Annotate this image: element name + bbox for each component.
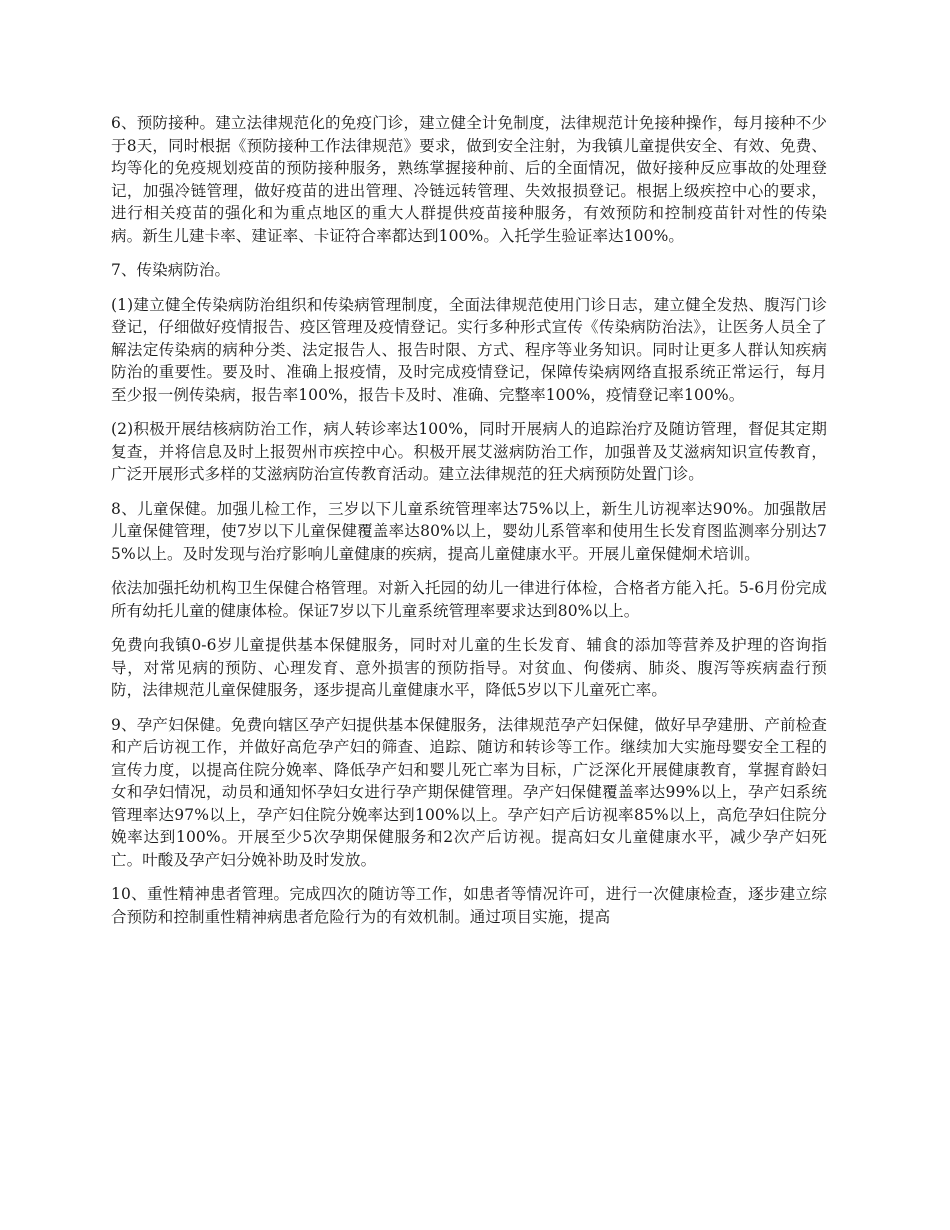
- paragraph-kindergarten-health: 依法加强托幼机构卫生保健合格管理。对新入托园的幼儿一律进行体检，合格者方能入托。5-6月份完成所有幼托儿童的健康体检。保证7岁以下儿童系统管理率要求达到80%以上。: [111, 579, 827, 620]
- paragraph-child-health: 8、儿童保健。加强儿检工作，三岁以下儿童系统管理率达75%以上，新生儿访视率达90%。加强散居儿童保健管理，使7岁以下儿童保健覆盖率达80%以上，婴幼儿系管率和使用生长发育图监测率分别达75%以上。及时发现与治疗影响儿童健康的疾病，提高儿童健康水平。开展儿童保健炯术培训。: [111, 499, 827, 563]
- paragraph-maternal-health: 9、孕产妇保健。免费向辖区孕产妇提供基本保健服务，法律规范孕产妇保健，做好早孕建册、产前检查和产后访视工作，并做好高危孕产妇的筛查、追踪、随访和转诊等工作。继续加大实施母婴安全工程的宣传力度，以提高住院分娩率、降低孕产妇和婴儿死亡率为目标，广泛深化开展健康教育，掌握育龄妇女和孕妇情况，动员和通知怀孕妇女进行孕产期保健管理。孕产妇保健覆盖率达99%以上，孕产妇系统管理率达97%以上，孕产妇住院分娩率达到100%以上。孕产妇产后访视率85%以上，高危孕妇住院分娩率达到100%。开展至少5次孕期保健服务和2次产后访视。提高妇女儿童健康水平，减少孕产妇死亡。叶酸及孕产妇分娩补助及时发放。: [111, 715, 827, 869]
- paragraph-infectious-disease-2: (2)积极开展结核病防治工作，病人转诊率达100%，同时开展病人的追踪治疗及随访管理，督促其定期复查，并将信息及时上报贺州市疾控中心。积极开展艾滋病防治工作，加强普及艾滋病知识宣传教育，广泛开展形式多样的艾滋病防治宣传教育活动。建立法律规范的狂犬病预防处置门诊。: [111, 420, 827, 483]
- paragraph-mental-health: 10、重性精神患者管理。完成四次的随访等工作，如患者等情况许可，进行一次健康检查，逐步建立综合预防和控制重性精神病患者危险行为的有效机制。通过项目实施，提高: [111, 885, 827, 926]
- document-page: [111, 112, 827, 940]
- paragraph-vaccination: 6、预防接种。建立法律规范化的免疫门诊，建立健全计免制度，法律规范计免接种操作，每月接种不少于8天，同时根据《预防接种工作法律规范》要求，做到安全注射，为我镇儿童提供安全、有效、免费、均等化的免疫规划疫苗的预防接种服务，熟练掌握接种前、后的全面情况，做好接种反应事故的处理登记，加强冷链管理，做好疫苗的进出管理、冷链远转管理、失效报损登记。根据上级疾控中心的要求，进行相关疫苗的强化和为重点地区的重大人群提供疫苗接种服务，有效预防和控制疫苗针对性的传染病。新生儿建卡率、建证率、卡证符合率都达到100%。入托学生验证率达100%。: [111, 114, 827, 245]
- paragraph-child-basic-care: 免费向我镇0-6岁儿童提供基本保健服务，同时对儿童的生长发育、辅食的添加等营养及护理的咨询指导，对常见病的预防、心理发育、意外损害的预防指导。对贫血、佝偻病、肺炎、腹泻等疾病盍行预防，法律规范儿童保健服务，逐步提高儿童健康水平，降低5岁以下儿童死亡率。: [111, 636, 827, 699]
- heading-infectious-disease: 7、传染病防治。: [111, 261, 231, 279]
- paragraph-infectious-disease-1: (1)建立健全传染病防治组织和传染病管理制度，全面法律规范使用门诊日志，建立健全发热、腹泻门诊登记，仔细做好疫情报告、疫区管理及疫情登记。实行多种形式宣传《传染病防治法》，让医务人员全了解法定传染病的病种分类、法定报告人、报告时限、方式、程序等业务知识。同时让更多人群认知疾病防治的重要性。要及时、准确上报疫情，及时完成疫情登记，保障传染病网络直报系统正常运行，每月至少报一例传染病，报告率100%，报告卡及时、准确、完整率100%，疫情登记率100%。: [111, 295, 827, 404]
